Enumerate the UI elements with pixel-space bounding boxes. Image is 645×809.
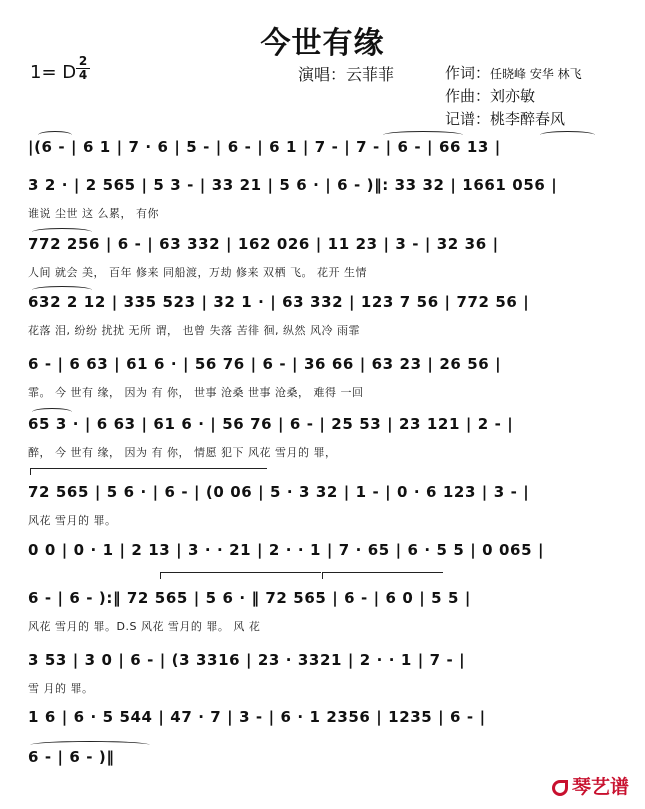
lyric-row-3: 人间 就会 美， 百年 修来 同船渡，万劫 修来 双栖 飞。 花开 生情 xyxy=(28,266,367,279)
lyric-row-4: 花落 泪, 纷纷 扰扰 无所 谓， 也曾 失落 苦徘 徊, 纵然 风冷 雨霏 xyxy=(28,324,360,337)
site-logo xyxy=(552,772,629,799)
composer-credit xyxy=(445,85,535,106)
composer-value: 刘亦敏 xyxy=(490,87,536,105)
score-row-2: 3 2 · | 2 565 | 5 3 - | 33 21 | 5 6 · | 6 - )‖: 33 32 | 1661 056 | xyxy=(28,176,558,194)
score-row-7: 72 565 | 5 6 · | 6 - | (0 06 | 5 · 3 32 | 1 - | 0 · 6 123 | 3 - | xyxy=(28,483,530,501)
score-row-10: 3 53 | 3 0 | 6 - | (3 3316 | 23 · 3321 | 2 · · 1 | 7 - | xyxy=(28,651,466,669)
lyricist-value: 任晓峰 安华 林飞 xyxy=(490,67,582,81)
slur-mark xyxy=(383,131,463,139)
score-row-12: 6 - | 6 - )‖ xyxy=(28,748,115,766)
score-row-8: 0 0 | 0 · 1 | 2 13 | 3 · · 21 | 2 · · 1 | 7 · 65 | 6 · 5 5 | 0 065 | xyxy=(28,541,545,559)
logo-text: 琴艺谱 xyxy=(571,776,629,798)
slur-mark xyxy=(32,286,92,294)
score-row-5: 6 - | 6 63 | 61 6 · | 56 76 | 6 - | 36 66 | 63 23 | 26 56 | xyxy=(28,355,502,373)
singer-credit: 演唱：云菲菲 xyxy=(298,65,395,84)
slur-mark xyxy=(32,408,72,416)
lyric-row-5: 霏。 今 世有 缘， 因为 有 你， 世事 沧桑 世事 沧桑， 难得 一回 xyxy=(28,386,364,399)
song-title: 今世有缘 xyxy=(260,26,385,61)
slur-mark xyxy=(32,228,92,236)
lyric-row-6: 醉， 今 世有 缘， 因为 有 你， 情愿 犯下 风花 雪月的 罪， xyxy=(28,446,337,459)
slur-mark xyxy=(540,131,595,139)
time-signature xyxy=(76,55,90,82)
transcriber-label: 记谱： xyxy=(445,110,491,128)
volta-bracket-1 xyxy=(30,468,267,475)
transcriber-credit xyxy=(445,108,565,129)
lyric-row-10: 雪 月的 罪。 xyxy=(28,682,94,695)
score-row-3: 772 256 | 6 - | 63 332 | 162 026 | 11 23 | 3 - | 32 36 | xyxy=(28,235,499,253)
score-row-11: 1 6 | 6 · 5 544 | 47 · 7 | 3 - | 6 · 1 2356 | 1235 | 6 - | xyxy=(28,708,486,726)
time-signature-top: 2 xyxy=(78,54,88,68)
lyric-row-2: 谁说 尘世 这 么累， 有你 xyxy=(28,207,159,220)
slur-mark xyxy=(30,741,150,749)
lyricist-credit xyxy=(445,62,582,83)
score-row-9: 6 - | 6 - ):‖ 72 565 | 5 6 · ‖ 72 565 | 6 - | 6 0 | 5 5 | xyxy=(28,589,471,607)
lyricist-label: 作词： xyxy=(445,64,491,82)
score-row-6: 65 3 · | 6 63 | 61 6 · | 56 76 | 6 - | 25 53 | 23 121 | 2 - | xyxy=(28,415,514,433)
transcriber-value: 桃李醉春风 xyxy=(490,110,566,128)
lyric-row-9: 风花 雪月的 罪。D.S 风花 雪月的 罪。 风 花 xyxy=(28,620,261,633)
time-signature-bottom: 4 xyxy=(76,68,90,82)
slur-mark xyxy=(38,131,72,139)
score-row-1: |(6 - | 6 1 | 7 · 6 | 5 - | 6 - | 6 1 | 7 - | 7 - | 6 - | 66 13 | xyxy=(28,138,501,156)
composer-label: 作曲： xyxy=(445,87,491,105)
volta-bracket-3 xyxy=(322,572,443,579)
volta-bracket-2 xyxy=(160,572,321,579)
score-row-4: 632 2 12 | 335 523 | 32 1 · | 63 332 | 123 7 56 | 772 56 | xyxy=(28,293,530,311)
logo-icon xyxy=(552,780,568,796)
lyric-row-7: 风花 雪月的 罪。 xyxy=(28,514,117,527)
key-signature: 1= D xyxy=(30,62,77,83)
